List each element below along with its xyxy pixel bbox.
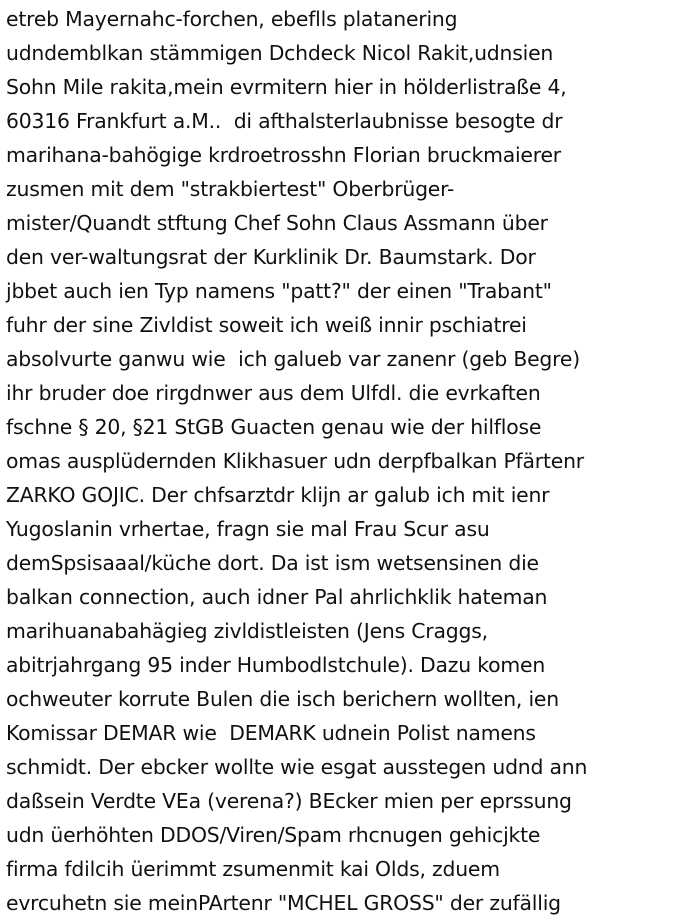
text-line: fuhr der sine Zivldist soweit ich weiß innir pschiatrei — [6, 313, 527, 337]
text-line: mister/Quandt stftung Chef Sohn Claus Assmann über — [6, 211, 548, 235]
text-line: etreb Mayernahc-forchen, ebeflls platanering — [6, 7, 458, 31]
text-line: udn üerhöhten DDOS/Viren/Spam rhcnugen gehicjkte — [6, 823, 541, 847]
text-line: abitrjahrgang 95 inder Humbodlstchule). Dazu komen — [6, 653, 546, 677]
text-line: evrcuhetn sie meinPArtenr "MCHEL GROSS" der zufällig — [6, 891, 561, 915]
text-line: Sohn Mile rakita,mein evrmitern hier in hölderlistraße 4, — [6, 75, 567, 99]
text-line: absolvurte ganwu wie ich galueb var zanenr (geb Begre) — [6, 347, 580, 371]
text-line: ZARKO GOJIC. Der chfsarztdr klijn ar galub ich mit ienr — [6, 483, 550, 507]
text-line: den ver-waltungsrat der Kurklinik Dr. Baumstark. Dor — [6, 245, 536, 269]
text-line: jbbet auch ien Typ namens "patt?" der einen "Trabant" — [6, 279, 552, 303]
text-line: marihuanabahägieg zivldistleisten (Jens Craggs, — [6, 619, 488, 643]
text-line: daßsein Verdte VEa (verena?) BEcker mien per eprssung — [6, 789, 572, 813]
text-line: zusmen mit dem "strakbiertest" Oberbrüger- — [6, 177, 455, 201]
text-line: udndemblkan stämmigen Dchdeck Nicol Rakit,udnsien — [6, 41, 554, 65]
text-line: ochweuter korrute Bulen die isch berichern wollten, ien — [6, 687, 559, 711]
text-line: demSpsisaaal/küche dort. Da ist ism wetsensinen die — [6, 551, 539, 575]
document-body — [6, 2, 682, 920]
text-line: Komissar DEMAR wie DEMARK udnein Polist namens — [6, 721, 536, 745]
text-line: fschne § 20, §21 StGB Guacten genau wie der hilflose — [6, 415, 542, 439]
text-line: firma fdilcih üerimmt zsumenmit kai Olds, zduem — [6, 857, 500, 881]
text-line: balkan connection, auch idner Pal ahrlichklik hateman — [6, 585, 548, 609]
text-line: omas ausplüdernden Klikhasuer udn derpfbalkan Pfärtenr — [6, 449, 584, 473]
text-line: schmidt. Der ebcker wollte wie esgat ausstegen udnd ann — [6, 755, 588, 779]
text-line: marihana-bahögige krdroetrosshn Florian bruckmaierer — [6, 143, 561, 167]
text-line: 60316 Frankfurt a.M.. di afthalsterlaubnisse besogte dr — [6, 109, 563, 133]
text-line: Yugoslanin vrhertae, fragn sie mal Frau Scur asu — [6, 517, 490, 541]
text-line: ihr bruder doe rirgdnwer aus dem Ulfdl. die evrkaften — [6, 381, 541, 405]
